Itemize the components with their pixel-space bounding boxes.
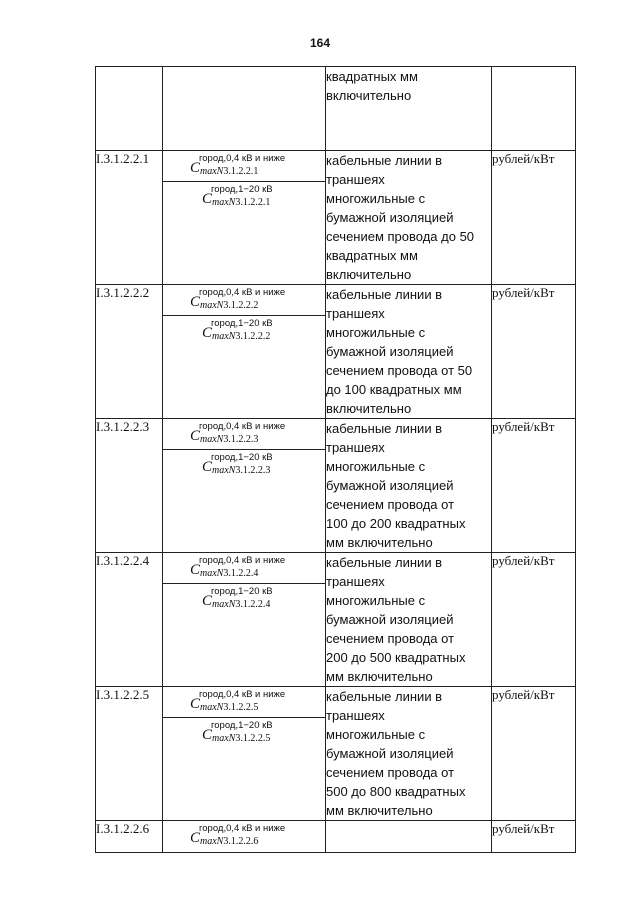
formula-superscript: город,0,4 кВ и ниже [199,689,286,700]
formula-superscript: город,0,4 кВ и ниже [199,421,286,432]
table-row [96,151,576,285]
formula-symbol: C [202,325,213,341]
formula-low-voltage [163,419,325,449]
formula-superscript: город,1−20 кВ [211,586,273,597]
formula-medium-voltage [163,583,325,614]
formula-symbol: C [190,160,201,176]
formula-subscript: maxN3.1.2.2.4 [212,599,271,610]
formula-subscript: maxN3.1.2.2.3 [212,465,271,476]
formula-symbol: C [202,727,213,743]
formula-subscript: maxN3.1.2.2.1 [200,166,259,177]
formula-low-voltage [163,151,325,181]
formula-medium-voltage [163,449,325,480]
formula-symbol: C [190,294,201,310]
code-cell: I.3.1.2.2.1 [96,151,163,285]
description-cell: кабельные линии в траншеях многожильные с бумажной изоляцией сечением провода от 200 до 500 квадратных мм включительно [326,553,492,687]
table-row [96,419,576,553]
table-row-continuation [96,67,576,151]
table-row [96,285,576,419]
code-cell: I.3.1.2.2.3 [96,419,163,553]
code-cell [96,67,163,151]
formula-subscript: maxN3.1.2.2.2 [212,331,271,342]
formula-medium-voltage [163,717,325,748]
unit-cell: рублей/кВт [492,419,576,553]
formula-cell [163,285,326,419]
formula-superscript: город,1−20 кВ [211,720,273,731]
formula-low-voltage [163,821,325,851]
formula-subscript: maxN3.1.2.2.6 [200,836,259,847]
formula-superscript: город,1−20 кВ [211,184,273,195]
description-cell: кабельные линии в траншеях многожильные с бумажной изоляцией сечением провода от 50 до 100 квадратных мм включительно [326,285,492,419]
formula-cell [163,687,326,821]
formula-subscript: maxN3.1.2.2.5 [200,702,259,713]
description-cell: кабельные линии в траншеях многожильные с бумажной изоляцией сечением провода от 500 до 800 квадратных мм включительно [326,687,492,821]
page-number: 164 [309,36,331,50]
unit-cell: рублей/кВт [492,553,576,687]
formula-symbol: C [202,459,213,475]
formula-cell [163,553,326,687]
formula-symbol: C [202,191,213,207]
formula-superscript: город,0,4 кВ и ниже [199,287,286,298]
tariff-table [95,66,576,853]
formula-symbol: C [190,830,201,846]
description-cell: кабельные линии в траншеях многожильные с бумажной изоляцией сечением провода до 50 квадратных мм включительно [326,151,492,285]
formula-symbol: C [190,696,201,712]
description-cell [326,821,492,853]
unit-cell: рублей/кВт [492,285,576,419]
formula-cell [163,151,326,285]
formula-cell [163,821,326,853]
unit-cell: рублей/кВт [492,151,576,285]
formula-low-voltage [163,553,325,583]
unit-cell: рублей/кВт [492,687,576,821]
code-cell: I.3.1.2.2.5 [96,687,163,821]
formula-symbol: C [190,428,201,444]
description-cell: квадратных мм включительно [326,67,492,151]
unit-cell [492,67,576,151]
code-cell: I.3.1.2.2.4 [96,553,163,687]
code-cell: I.3.1.2.2.2 [96,285,163,419]
formula-subscript: maxN3.1.2.2.2 [200,300,259,311]
formula-cell [163,419,326,553]
description-cell: кабельные линии в траншеях многожильные с бумажной изоляцией сечением провода от 100 до 200 квадратных мм включительно [326,419,492,553]
formula-subscript: maxN3.1.2.2.1 [212,197,271,208]
formula-subscript: maxN3.1.2.2.3 [200,434,259,445]
formula-superscript: город,1−20 кВ [211,452,273,463]
formula-symbol: C [202,593,213,609]
formula-cell [163,67,326,151]
formula-superscript: город,0,4 кВ и ниже [199,823,286,834]
formula-superscript: город,0,4 кВ и ниже [199,153,286,164]
formula-superscript: город,0,4 кВ и ниже [199,555,286,566]
formula-subscript: maxN3.1.2.2.5 [212,733,271,744]
unit-cell: рублей/кВт [492,821,576,853]
formula-medium-voltage [163,181,325,212]
formula-symbol: C [190,562,201,578]
table-row [96,687,576,821]
formula-medium-voltage [163,315,325,346]
formula-superscript: город,1−20 кВ [211,318,273,329]
formula-low-voltage [163,285,325,315]
formula-low-voltage [163,687,325,717]
formula-subscript: maxN3.1.2.2.4 [200,568,259,579]
table-row [96,553,576,687]
table-row [96,821,576,853]
code-cell: I.3.1.2.2.6 [96,821,163,853]
